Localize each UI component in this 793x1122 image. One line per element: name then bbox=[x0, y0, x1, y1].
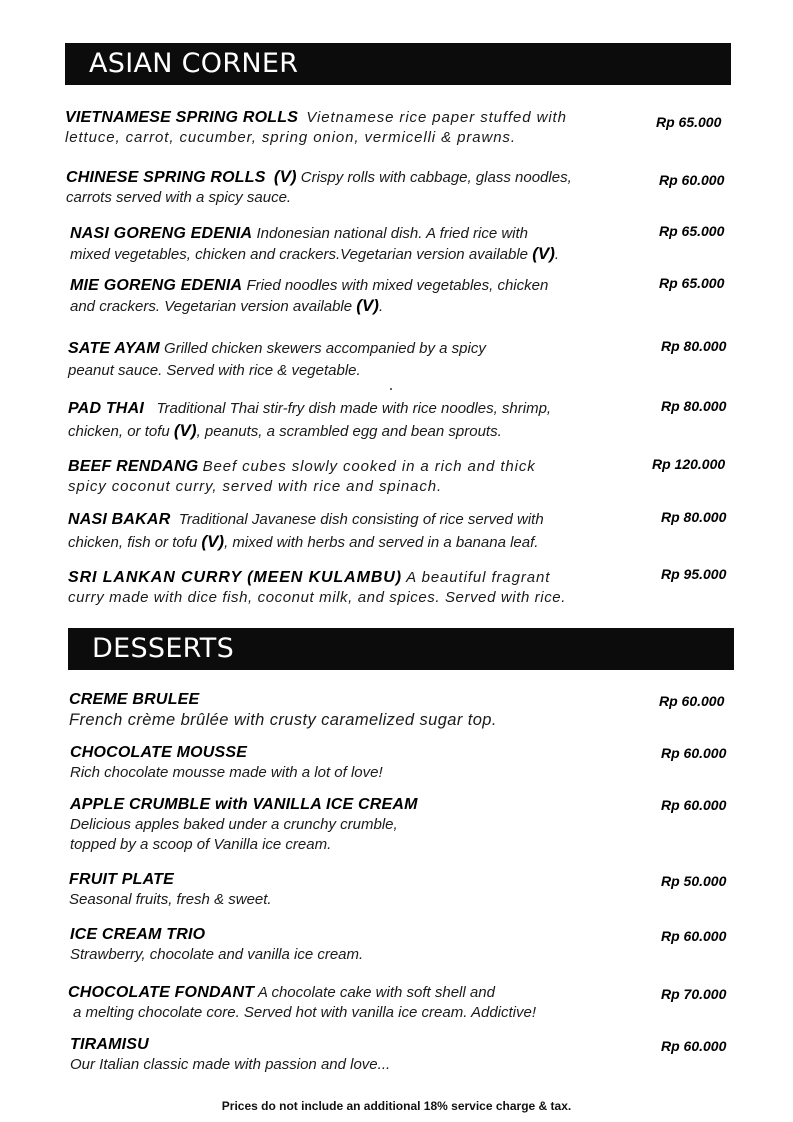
item-price: Rp 65.000 bbox=[659, 223, 725, 239]
item-description: Vietnamese rice paper stuffed with bbox=[306, 109, 567, 126]
item-description: Seasonal fruits, fresh & sweet. bbox=[69, 891, 272, 908]
item-name: NASI GORENG EDENIA bbox=[70, 225, 253, 242]
item-description: Traditional Javanese dish consisting of rice served with bbox=[178, 511, 544, 528]
menu-item-creme-brulee bbox=[69, 690, 497, 731]
item-description: peanut sauce. Served with rice & vegetable. bbox=[68, 362, 361, 379]
item-price: Rp 80.000 bbox=[661, 509, 727, 525]
menu-item-nasi-bakar bbox=[68, 510, 544, 553]
item-name: PAD THAI bbox=[68, 400, 144, 417]
item-name: SATE AYAM bbox=[68, 340, 160, 357]
stray-dot bbox=[390, 388, 392, 390]
item-description: chicken, or tofu bbox=[68, 423, 170, 440]
service-charge-note: Prices do not include an additional 18% service charge & tax. bbox=[221, 1099, 572, 1113]
item-description: Beef cubes slowly cooked in a rich and thick bbox=[202, 458, 536, 475]
item-description: Crispy rolls with cabbage, glass noodles, bbox=[300, 169, 572, 186]
menu-item-sate-ayam bbox=[68, 339, 486, 381]
menu-item-vietnamese-spring-rolls bbox=[65, 108, 567, 148]
item-price: Rp 65.000 bbox=[659, 275, 725, 291]
menu-item-mie-goreng-edenia bbox=[70, 276, 548, 317]
vegetarian-marker: (V) bbox=[273, 167, 297, 186]
vegetarian-marker: (V) bbox=[532, 244, 555, 263]
item-description: Fried noodles with mixed vegetables, chicken bbox=[246, 277, 549, 294]
item-price: Rp 80.000 bbox=[661, 398, 727, 414]
item-name: CHOCOLATE MOUSSE bbox=[70, 744, 248, 761]
menu-item-apple-crumble bbox=[70, 795, 418, 855]
item-price: Rp 60.000 bbox=[661, 745, 727, 761]
menu-item-chinese-spring-rolls bbox=[66, 167, 572, 208]
item-price: Rp 60.000 bbox=[661, 928, 727, 944]
item-description: spicy coconut curry, served with rice and spinach. bbox=[68, 478, 443, 495]
section-header-asian-corner: ASIAN CORNER bbox=[65, 43, 731, 85]
item-name: TIRAMISU bbox=[70, 1036, 149, 1053]
item-name: APPLE CRUMBLE with VANILLA ICE CREAM bbox=[70, 796, 418, 813]
item-description: , peanuts, a scrambled egg and bean sprouts. bbox=[196, 423, 502, 440]
item-description: Rich chocolate mousse made with a lot of love! bbox=[70, 764, 383, 781]
item-description: chicken, fish or tofu bbox=[68, 534, 198, 551]
menu-item-pad-thai bbox=[68, 399, 551, 442]
menu-item-nasi-goreng-edenia bbox=[70, 224, 559, 265]
item-name: ICE CREAM TRIO bbox=[70, 926, 206, 943]
item-name: FRUIT PLATE bbox=[69, 871, 175, 888]
item-name: CHINESE SPRING ROLLS bbox=[66, 169, 266, 186]
item-price: Rp 65.000 bbox=[656, 114, 722, 130]
item-description: Strawberry, chocolate and vanilla ice cream. bbox=[70, 946, 364, 963]
item-description: mixed vegetables, chicken and crackers.Vegetarian version available bbox=[70, 246, 529, 263]
item-description: Delicious apples baked under a crunchy crumble, bbox=[70, 816, 398, 833]
item-name: BEEF RENDANG bbox=[68, 458, 199, 475]
item-description: Our Italian classic made with passion and love... bbox=[70, 1056, 391, 1073]
item-punctuation: . bbox=[378, 298, 384, 315]
menu-item-ice-cream-trio bbox=[70, 925, 363, 965]
item-price: Rp 60.000 bbox=[661, 797, 727, 813]
item-price: Rp 60.000 bbox=[661, 1038, 727, 1054]
item-description: French crème brûlée with crusty caramelized sugar top. bbox=[69, 711, 497, 729]
item-description: and crackers. Vegetarian version available bbox=[70, 298, 353, 315]
item-description: Grilled chicken skewers accompanied by a spicy bbox=[164, 340, 486, 357]
item-price: Rp 70.000 bbox=[661, 986, 727, 1002]
vegetarian-marker: (V) bbox=[201, 532, 225, 551]
menu-item-sri-lankan-curry bbox=[68, 568, 566, 608]
item-price: Rp 60.000 bbox=[659, 172, 725, 188]
item-description: a melting chocolate core. Served hot with vanilla ice cream. Addictive! bbox=[73, 1004, 537, 1021]
item-price: Rp 50.000 bbox=[661, 873, 727, 889]
item-name: CHOCOLATE FONDANT bbox=[68, 984, 255, 1001]
menu-item-fruit-plate bbox=[69, 870, 272, 910]
item-price: Rp 120.000 bbox=[652, 456, 726, 472]
item-description: A beautiful fragrant bbox=[406, 569, 551, 586]
section-header-desserts: DESSERTS bbox=[68, 628, 734, 670]
item-description: , mixed with herbs and served in a banana leaf. bbox=[224, 534, 539, 551]
item-price: Rp 60.000 bbox=[659, 693, 725, 709]
item-price: Rp 80.000 bbox=[661, 338, 727, 354]
vegetarian-marker: (V) bbox=[173, 421, 197, 440]
item-description: topped by a scoop of Vanilla ice cream. bbox=[70, 836, 332, 853]
item-name: MIE GORENG EDENIA bbox=[70, 277, 243, 294]
item-description: carrots served with a spicy sauce. bbox=[66, 189, 292, 206]
vegetarian-marker: (V) bbox=[356, 296, 379, 315]
item-name: CREME BRULEE bbox=[69, 691, 200, 708]
item-description: curry made with dice fish, coconut milk, and spices. Served with rice. bbox=[68, 589, 567, 606]
item-name: VIETNAMESE SPRING ROLLS bbox=[65, 109, 299, 126]
menu-item-chocolate-mousse bbox=[70, 743, 383, 783]
item-description: A chocolate cake with soft shell and bbox=[257, 984, 495, 1001]
item-punctuation: . bbox=[554, 246, 560, 263]
item-name: NASI BAKAR bbox=[68, 511, 171, 528]
item-description: Traditional Thai stir-fry dish made with rice noodles, shrimp, bbox=[156, 400, 552, 417]
menu-item-tiramisu bbox=[70, 1035, 390, 1075]
menu-item-beef-rendang bbox=[68, 457, 536, 497]
item-description: lettuce, carrot, cucumber, spring onion, vermicelli & prawns. bbox=[65, 129, 516, 146]
menu-item-chocolate-fondant bbox=[68, 983, 536, 1023]
item-description: Indonesian national dish. A fried rice with bbox=[256, 225, 529, 242]
item-name: SRI LANKAN CURRY (MEEN KULAMBU) bbox=[68, 569, 402, 586]
item-price: Rp 95.000 bbox=[661, 566, 727, 582]
